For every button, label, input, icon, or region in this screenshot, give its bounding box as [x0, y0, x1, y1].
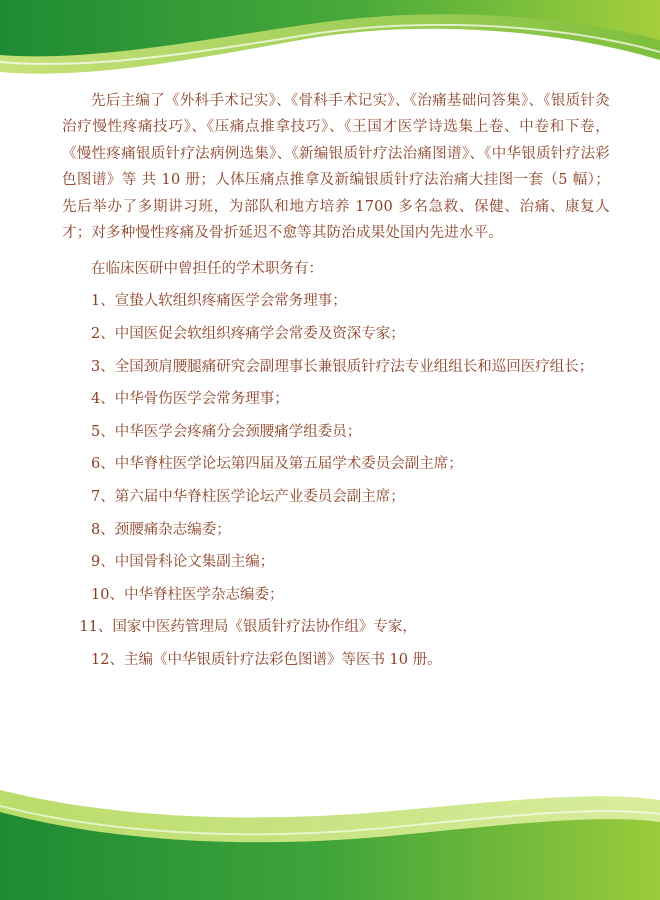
bottom-green-banner — [0, 760, 660, 900]
list-item: 10、中华脊柱医学杂志编委； — [91, 586, 284, 603]
list-item: 1、宣蛰人软组织疼痛医学会常务理事； — [91, 293, 347, 310]
list-item: 2、中国医促会软组织疼痛学会常委及资深专家； — [91, 326, 405, 343]
academic-positions-list — [62, 290, 610, 672]
academic-positions-intro: 在临床医研中曾担任的学术职务有： — [91, 261, 323, 278]
list-item: 7、第六届中华脊柱医学论坛产业委员会副主席； — [91, 489, 405, 505]
list-item: 4、中华骨伤医学会常务理事； — [91, 391, 289, 408]
list-item: 8、颈腰痛杂志编委； — [91, 521, 231, 538]
list-item: 12、主编《中华银质针疗法彩色图谱》等医书 10 册。 — [91, 651, 442, 668]
list-item: 6、中华脊柱医学论坛第四届及第五届学术委员会副主席； — [91, 456, 463, 473]
list-item: 3、全国颈肩腰腿痛研究会副理事长兼银质针疗法专业组组长和巡回医疗组长； — [91, 358, 594, 375]
list-item: 9、中国骨科论文集副主编； — [91, 554, 275, 571]
document-body — [62, 88, 610, 682]
list-item: 5、中华医学会疼痛分会颈腰痛学组委员； — [91, 423, 362, 440]
list-item: 11、国家中医药管理局《银质针疗法协作组》专家， — [79, 619, 417, 636]
publications-paragraph: 先后主编了《外科手术记实》、《骨科手术记实》、《治痛基础问答集》、《银质针灸治疗慢性疼痛技巧》、《压痛点推拿技巧》、《王国才医学诗选集上卷、中卷和下卷，《慢性疼痛银质针疗法病例选集》、《新编银质针疗法治痛图谱》、《中华银质针疗法彩色图谱》等 共 10 册；人体压痛点推拿及新编银质针疗法治痛大挂图一套（5 幅）；先后举办了多期讲习班，为部队和地方培养 1700 多名急救、保健、治痛、康复人才；对多种慢性疼痛及骨折延迟不愈等其防治成果处国内先进水平。 — [62, 93, 610, 242]
